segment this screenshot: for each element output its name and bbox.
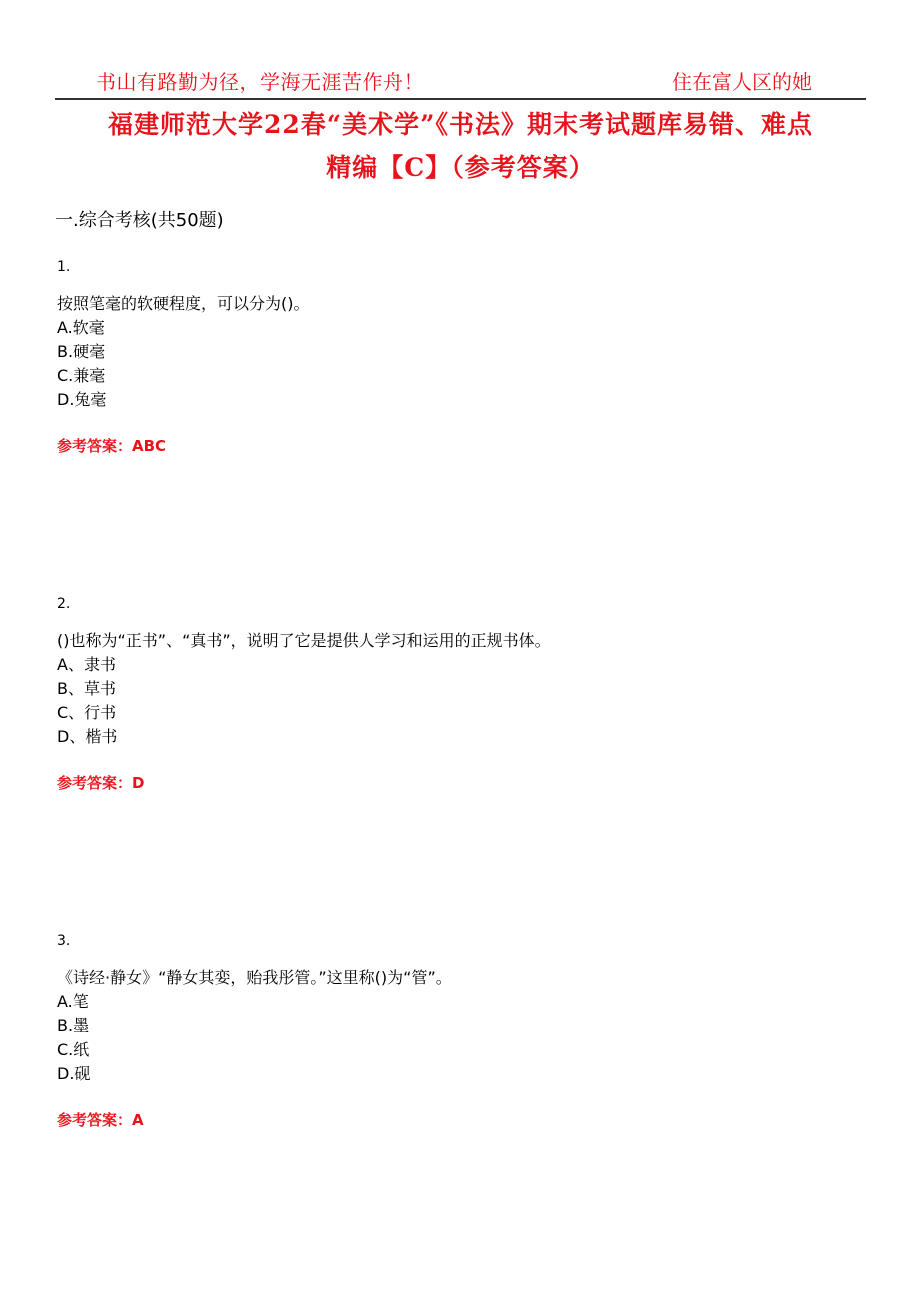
document-title-line-1: 福建师范大学22春“美术学”《书法》期末考试题库易错、难点: [107, 110, 814, 139]
reference-answer: [57, 1110, 857, 1130]
document-title: [55, 103, 866, 189]
answer-value: A: [132, 1111, 144, 1129]
option-b: B.硬毫: [57, 342, 106, 361]
option-c: C.兼毫: [57, 366, 106, 385]
document-title-line-2: 精编【C】（参考答案）: [326, 153, 595, 182]
option-d: D.砚: [57, 1064, 91, 1083]
question-stem: 按照笔毫的软硬程度，可以分为()。: [57, 294, 310, 313]
question-number: 2.: [57, 596, 71, 612]
answer-label: 参考答案：: [57, 1111, 133, 1129]
question-1: [57, 258, 857, 456]
answer-label: 参考答案：: [57, 437, 133, 455]
section-heading: 一.综合考核(共50题): [55, 210, 224, 231]
question-3: [57, 932, 857, 1130]
option-c: C、行书: [57, 703, 117, 722]
question-number: 3.: [57, 933, 71, 949]
question-number: 1.: [57, 259, 71, 275]
option-a: A.软毫: [57, 318, 105, 337]
answer-label: 参考答案：: [57, 774, 133, 792]
header-divider: [55, 98, 866, 100]
reference-answer: [57, 773, 857, 793]
question-stem: 《诗经·静女》“静女其娈，贻我彤管。”这里称()为“管”。: [57, 968, 452, 987]
answer-value: ABC: [132, 437, 167, 455]
option-a: A、隶书: [57, 655, 116, 674]
option-d: D.兔毫: [57, 390, 107, 409]
reference-answer: [57, 436, 857, 456]
option-c: C.纸: [57, 1040, 90, 1059]
option-a: A.笔: [57, 992, 89, 1011]
header-author: 住在富人区的她: [672, 70, 812, 94]
option-d: D、楷书: [57, 727, 118, 746]
option-b: B.墨: [57, 1016, 90, 1035]
question-2: [57, 595, 857, 793]
option-b: B、草书: [57, 679, 116, 698]
header-motto: 书山有路勤为径，学海无涯苦作舟！: [96, 70, 424, 94]
question-stem: ()也称为“正书”、“真书”，说明了它是提供人学习和运用的正规书体。: [57, 631, 551, 650]
answer-value: D: [132, 774, 145, 792]
